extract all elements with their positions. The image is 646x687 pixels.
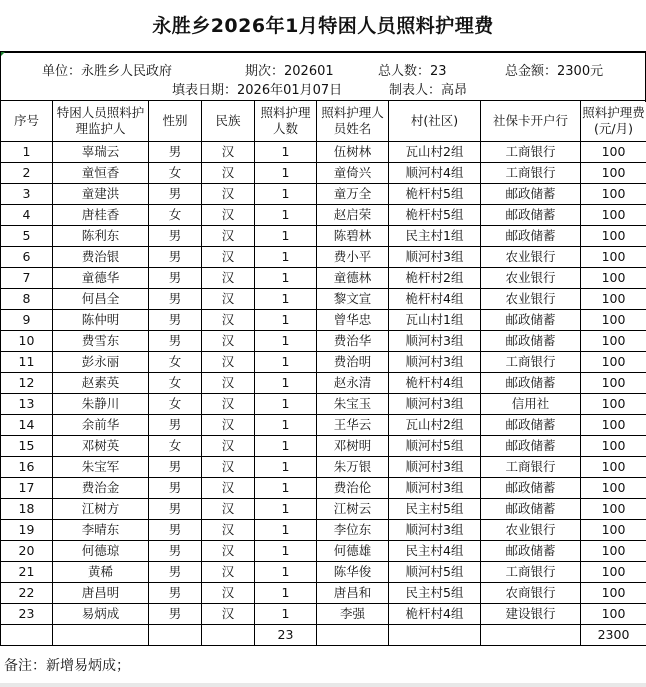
cell-village: 民主村4组	[389, 541, 481, 562]
cell-guardian: 唐桂香	[53, 205, 149, 226]
cell-guardian: 陈利东	[53, 226, 149, 247]
header-ethnicity: 民族	[202, 101, 255, 142]
cell-caregiver-name: 朱万银	[317, 457, 389, 478]
cell-village: 桅杆村4组	[389, 373, 481, 394]
cell-fee: 100	[581, 478, 646, 499]
cell-index: 20	[1, 541, 53, 562]
table-row	[1, 268, 646, 289]
cell-fee: 100	[581, 415, 646, 436]
cell-village: 桅杆村2组	[389, 268, 481, 289]
cell-village: 顺河村3组	[389, 247, 481, 268]
cell-caregiver-count: 1	[255, 163, 317, 184]
cell-village: 桅杆村4组	[389, 289, 481, 310]
cell-gender: 男	[149, 142, 202, 163]
cell-guardian: 朱宝军	[53, 457, 149, 478]
header-village: 村(社区)	[389, 101, 481, 142]
cell-bank: 工商银行	[481, 163, 581, 184]
cell-caregiver-name: 费治明	[317, 352, 389, 373]
cell-bank: 邮政储蓄	[481, 499, 581, 520]
cell-fee: 100	[581, 226, 646, 247]
cell-village: 桅杆村5组	[389, 184, 481, 205]
cell-guardian: 辜瑞云	[53, 142, 149, 163]
cell-bank: 建设银行	[481, 604, 581, 625]
cell-gender: 男	[149, 541, 202, 562]
cell-village: 顺河村5组	[389, 436, 481, 457]
cell-bank: 信用社	[481, 394, 581, 415]
cell-index: 16	[1, 457, 53, 478]
cell-index: 21	[1, 562, 53, 583]
cell-bank: 邮政储蓄	[481, 373, 581, 394]
cell-bank: 邮政储蓄	[481, 310, 581, 331]
cell-caregiver-name: 李位东	[317, 520, 389, 541]
cell-gender: 男	[149, 499, 202, 520]
cell-fee: 100	[581, 331, 646, 352]
cell-guardian: 何德琼	[53, 541, 149, 562]
cell-caregiver-name: 伍树林	[317, 142, 389, 163]
cell-caregiver-count: 1	[255, 310, 317, 331]
unit-label: 单位：	[42, 64, 82, 79]
table-row	[1, 436, 646, 457]
cell-gender: 女	[149, 205, 202, 226]
table-row	[1, 310, 646, 331]
cell-caregiver-count: 1	[255, 499, 317, 520]
cell-ethnicity: 汉	[202, 331, 255, 352]
cell-guardian: 江树方	[53, 499, 149, 520]
cell-marker-icon	[1, 52, 5, 56]
cell-village: 民主村1组	[389, 226, 481, 247]
total-cell-caregiver-name	[317, 625, 389, 646]
cell-index: 17	[1, 478, 53, 499]
cell-bank: 邮政储蓄	[481, 415, 581, 436]
cell-fee: 100	[581, 394, 646, 415]
table-row	[1, 478, 646, 499]
cell-caregiver-name: 费治华	[317, 331, 389, 352]
cell-caregiver-count: 1	[255, 394, 317, 415]
cell-index: 2	[1, 163, 53, 184]
cell-village: 顺河村5组	[389, 562, 481, 583]
cell-fee: 100	[581, 520, 646, 541]
cell-caregiver-count: 1	[255, 352, 317, 373]
table-row	[1, 394, 646, 415]
header-bank: 社保卡开户行	[481, 101, 581, 142]
cell-caregiver-name: 朱宝玉	[317, 394, 389, 415]
cell-caregiver-count: 1	[255, 478, 317, 499]
cell-fee: 100	[581, 373, 646, 394]
cell-bank: 工商银行	[481, 562, 581, 583]
table-row	[1, 352, 646, 373]
table-row	[1, 373, 646, 394]
cell-guardian: 陈仲明	[53, 310, 149, 331]
cell-ethnicity: 汉	[202, 184, 255, 205]
cell-index: 13	[1, 394, 53, 415]
cell-village: 顺河村3组	[389, 520, 481, 541]
cell-gender: 女	[149, 373, 202, 394]
cell-ethnicity: 汉	[202, 142, 255, 163]
cell-bank: 农业银行	[481, 247, 581, 268]
cell-caregiver-count: 1	[255, 247, 317, 268]
cell-gender: 男	[149, 604, 202, 625]
cell-caregiver-name: 李强	[317, 604, 389, 625]
cell-caregiver-count: 1	[255, 457, 317, 478]
cell-ethnicity: 汉	[202, 394, 255, 415]
cell-gender: 男	[149, 310, 202, 331]
cell-ethnicity: 汉	[202, 289, 255, 310]
cell-ethnicity: 汉	[202, 226, 255, 247]
cell-ethnicity: 汉	[202, 478, 255, 499]
cell-guardian: 黄稀	[53, 562, 149, 583]
cell-guardian: 唐昌明	[53, 583, 149, 604]
divider	[0, 52, 1, 102]
cell-gender: 女	[149, 394, 202, 415]
cell-guardian: 费治金	[53, 478, 149, 499]
table-header-row	[1, 101, 646, 142]
cell-ethnicity: 汉	[202, 583, 255, 604]
cell-bank: 邮政储蓄	[481, 184, 581, 205]
cell-caregiver-name: 黎文宣	[317, 289, 389, 310]
table-row	[1, 163, 646, 184]
cell-fee: 100	[581, 142, 646, 163]
cell-village: 桅杆村4组	[389, 604, 481, 625]
total-cell-village	[389, 625, 481, 646]
cell-ethnicity: 汉	[202, 268, 255, 289]
cell-guardian: 邓树英	[53, 436, 149, 457]
cell-index: 10	[1, 331, 53, 352]
table-row	[1, 415, 646, 436]
cell-caregiver-name: 童万全	[317, 184, 389, 205]
cell-caregiver-count: 1	[255, 268, 317, 289]
header-index: 序号	[1, 101, 53, 142]
total-amount-field	[505, 60, 603, 79]
cell-caregiver-name: 曾华忠	[317, 310, 389, 331]
cell-caregiver-count: 1	[255, 436, 317, 457]
cell-gender: 男	[149, 478, 202, 499]
total-people-field	[378, 60, 447, 79]
total-cell-index	[1, 625, 53, 646]
cell-gender: 男	[149, 289, 202, 310]
cell-gender: 女	[149, 352, 202, 373]
total-cell-caregiver-count: 23	[255, 625, 317, 646]
cell-guardian: 童恒香	[53, 163, 149, 184]
cell-fee: 100	[581, 604, 646, 625]
cell-guardian: 费雪东	[53, 331, 149, 352]
maker-label: 制表人：	[389, 83, 442, 98]
table-row	[1, 457, 646, 478]
cell-bank: 工商银行	[481, 352, 581, 373]
bottom-border	[0, 683, 646, 687]
cell-ethnicity: 汉	[202, 415, 255, 436]
cell-index: 19	[1, 520, 53, 541]
total-cell-gender	[149, 625, 202, 646]
cell-gender: 女	[149, 436, 202, 457]
cell-ethnicity: 汉	[202, 205, 255, 226]
cell-gender: 男	[149, 520, 202, 541]
cell-caregiver-count: 1	[255, 415, 317, 436]
cell-guardian: 童建洪	[53, 184, 149, 205]
cell-guardian: 赵素英	[53, 373, 149, 394]
cell-ethnicity: 汉	[202, 352, 255, 373]
cell-caregiver-count: 1	[255, 541, 317, 562]
cell-bank: 邮政储蓄	[481, 436, 581, 457]
cell-caregiver-name: 费小平	[317, 247, 389, 268]
fill-date-value: 2026年01月07日	[237, 83, 343, 98]
table-row	[1, 499, 646, 520]
cell-fee: 100	[581, 310, 646, 331]
cell-village: 顺河村3组	[389, 478, 481, 499]
cell-ethnicity: 汉	[202, 499, 255, 520]
cell-ethnicity: 汉	[202, 310, 255, 331]
table-row	[1, 247, 646, 268]
total-row	[1, 625, 646, 646]
cell-fee: 100	[581, 184, 646, 205]
cell-bank: 工商银行	[481, 457, 581, 478]
cell-ethnicity: 汉	[202, 604, 255, 625]
total-cell-bank	[481, 625, 581, 646]
table-row	[1, 226, 646, 247]
cell-fee: 100	[581, 583, 646, 604]
cell-village: 瓦山村2组	[389, 142, 481, 163]
cell-fee: 100	[581, 541, 646, 562]
cell-ethnicity: 汉	[202, 436, 255, 457]
cell-caregiver-name: 邓树明	[317, 436, 389, 457]
cell-village: 顺河村3组	[389, 457, 481, 478]
period-field	[245, 60, 334, 79]
remark-note: 备注：新增易炳成；	[4, 658, 130, 674]
table-row	[1, 541, 646, 562]
total-amount-value: 2300元	[557, 64, 604, 79]
cell-village: 顺河村3组	[389, 352, 481, 373]
cell-guardian: 易炳成	[53, 604, 149, 625]
cell-fee: 100	[581, 268, 646, 289]
cell-caregiver-name: 童德林	[317, 268, 389, 289]
header-caregiver-name: 照料护理人员姓名	[317, 101, 389, 142]
cell-caregiver-count: 1	[255, 184, 317, 205]
cell-caregiver-count: 1	[255, 373, 317, 394]
cell-bank: 农业银行	[481, 520, 581, 541]
cell-village: 瓦山村2组	[389, 415, 481, 436]
cell-caregiver-count: 1	[255, 289, 317, 310]
cell-caregiver-name: 费治伦	[317, 478, 389, 499]
cell-fee: 100	[581, 289, 646, 310]
cell-bank: 工商银行	[481, 142, 581, 163]
header-caregiver-count: 照料护理人数	[255, 101, 317, 142]
cell-caregiver-count: 1	[255, 205, 317, 226]
cell-guardian: 童德华	[53, 268, 149, 289]
cell-guardian: 李晴东	[53, 520, 149, 541]
cell-caregiver-name: 何德雄	[317, 541, 389, 562]
cell-index: 18	[1, 499, 53, 520]
cell-ethnicity: 汉	[202, 520, 255, 541]
maker-field	[389, 79, 467, 98]
cell-ethnicity: 汉	[202, 163, 255, 184]
cell-gender: 男	[149, 415, 202, 436]
cell-village: 顺河村3组	[389, 394, 481, 415]
table-row	[1, 604, 646, 625]
cell-fee: 100	[581, 562, 646, 583]
total-amount-label: 总金额：	[505, 64, 558, 79]
cell-fee: 100	[581, 163, 646, 184]
header-fee: 照料护理费(元/月)	[581, 101, 646, 142]
cell-caregiver-count: 1	[255, 331, 317, 352]
cell-ethnicity: 汉	[202, 373, 255, 394]
cell-gender: 男	[149, 226, 202, 247]
cell-caregiver-name: 王华云	[317, 415, 389, 436]
total-people-label: 总人数：	[378, 64, 431, 79]
cell-caregiver-name: 陈碧林	[317, 226, 389, 247]
total-cell-guardian	[53, 625, 149, 646]
cell-index: 4	[1, 205, 53, 226]
cell-caregiver-count: 1	[255, 604, 317, 625]
unit-value: 永胜乡人民政府	[81, 64, 173, 79]
cell-bank: 邮政储蓄	[481, 541, 581, 562]
cell-guardian: 朱静川	[53, 394, 149, 415]
cell-caregiver-count: 1	[255, 562, 317, 583]
cell-caregiver-name: 赵启荣	[317, 205, 389, 226]
cell-caregiver-count: 1	[255, 583, 317, 604]
cell-village: 民主村5组	[389, 583, 481, 604]
cell-ethnicity: 汉	[202, 562, 255, 583]
cell-village: 民主村5组	[389, 499, 481, 520]
cell-bank: 邮政储蓄	[481, 331, 581, 352]
cell-bank: 邮政储蓄	[481, 478, 581, 499]
fill-date-field	[172, 79, 342, 98]
cell-index: 14	[1, 415, 53, 436]
table-row	[1, 520, 646, 541]
table-row	[1, 142, 646, 163]
cell-index: 23	[1, 604, 53, 625]
cell-village: 瓦山村1组	[389, 310, 481, 331]
cell-village: 顺河村4组	[389, 163, 481, 184]
cell-village: 桅杆村5组	[389, 205, 481, 226]
cell-gender: 女	[149, 163, 202, 184]
cell-caregiver-name: 童倚兴	[317, 163, 389, 184]
cell-bank: 邮政储蓄	[481, 226, 581, 247]
total-cell-fee: 2300	[581, 625, 646, 646]
cell-gender: 男	[149, 247, 202, 268]
cell-fee: 100	[581, 352, 646, 373]
cell-index: 15	[1, 436, 53, 457]
cell-gender: 男	[149, 562, 202, 583]
cell-index: 7	[1, 268, 53, 289]
header-gender: 性别	[149, 101, 202, 142]
cell-gender: 男	[149, 583, 202, 604]
table-row	[1, 331, 646, 352]
cell-ethnicity: 汉	[202, 457, 255, 478]
total-cell-ethnicity	[202, 625, 255, 646]
cell-village: 顺河村3组	[389, 331, 481, 352]
cell-fee: 100	[581, 205, 646, 226]
cell-fee: 100	[581, 499, 646, 520]
cell-caregiver-name: 赵永清	[317, 373, 389, 394]
header-guardian: 特困人员照料护理监护人	[53, 101, 149, 142]
table-row	[1, 562, 646, 583]
cell-caregiver-count: 1	[255, 520, 317, 541]
table-row	[1, 583, 646, 604]
table-row	[1, 289, 646, 310]
cell-bank: 农业银行	[481, 268, 581, 289]
cell-fee: 100	[581, 457, 646, 478]
cell-bank: 邮政储蓄	[481, 205, 581, 226]
total-people-value: 23	[430, 64, 447, 79]
cell-index: 3	[1, 184, 53, 205]
divider	[0, 51, 646, 53]
cell-guardian: 何昌全	[53, 289, 149, 310]
cell-gender: 男	[149, 268, 202, 289]
cell-caregiver-count: 1	[255, 226, 317, 247]
cell-index: 22	[1, 583, 53, 604]
cell-index: 6	[1, 247, 53, 268]
cell-guardian: 费治银	[53, 247, 149, 268]
cell-index: 8	[1, 289, 53, 310]
cell-gender: 男	[149, 184, 202, 205]
cell-caregiver-name: 唐昌和	[317, 583, 389, 604]
cell-fee: 100	[581, 247, 646, 268]
cell-ethnicity: 汉	[202, 247, 255, 268]
cell-bank: 农商银行	[481, 583, 581, 604]
cell-bank: 农业银行	[481, 289, 581, 310]
page-title: 永胜乡2026年1月特困人员照料护理费	[152, 15, 494, 37]
cell-index: 1	[1, 142, 53, 163]
maker-value: 高昂	[441, 83, 468, 98]
cell-index: 5	[1, 226, 53, 247]
period-value: 202601	[284, 64, 334, 79]
table-row	[1, 184, 646, 205]
fill-date-label: 填表日期：	[172, 83, 238, 98]
cell-index: 12	[1, 373, 53, 394]
cell-index: 9	[1, 310, 53, 331]
table-row	[1, 205, 646, 226]
care-fee-table	[0, 100, 646, 646]
cell-caregiver-name: 江树云	[317, 499, 389, 520]
cell-gender: 男	[149, 457, 202, 478]
cell-caregiver-name: 陈华俊	[317, 562, 389, 583]
cell-caregiver-count: 1	[255, 142, 317, 163]
cell-index: 11	[1, 352, 53, 373]
cell-fee: 100	[581, 436, 646, 457]
cell-gender: 男	[149, 331, 202, 352]
period-label: 期次：	[245, 64, 285, 79]
cell-guardian: 彭永丽	[53, 352, 149, 373]
cell-ethnicity: 汉	[202, 541, 255, 562]
cell-guardian: 余前华	[53, 415, 149, 436]
unit-field	[42, 60, 172, 79]
